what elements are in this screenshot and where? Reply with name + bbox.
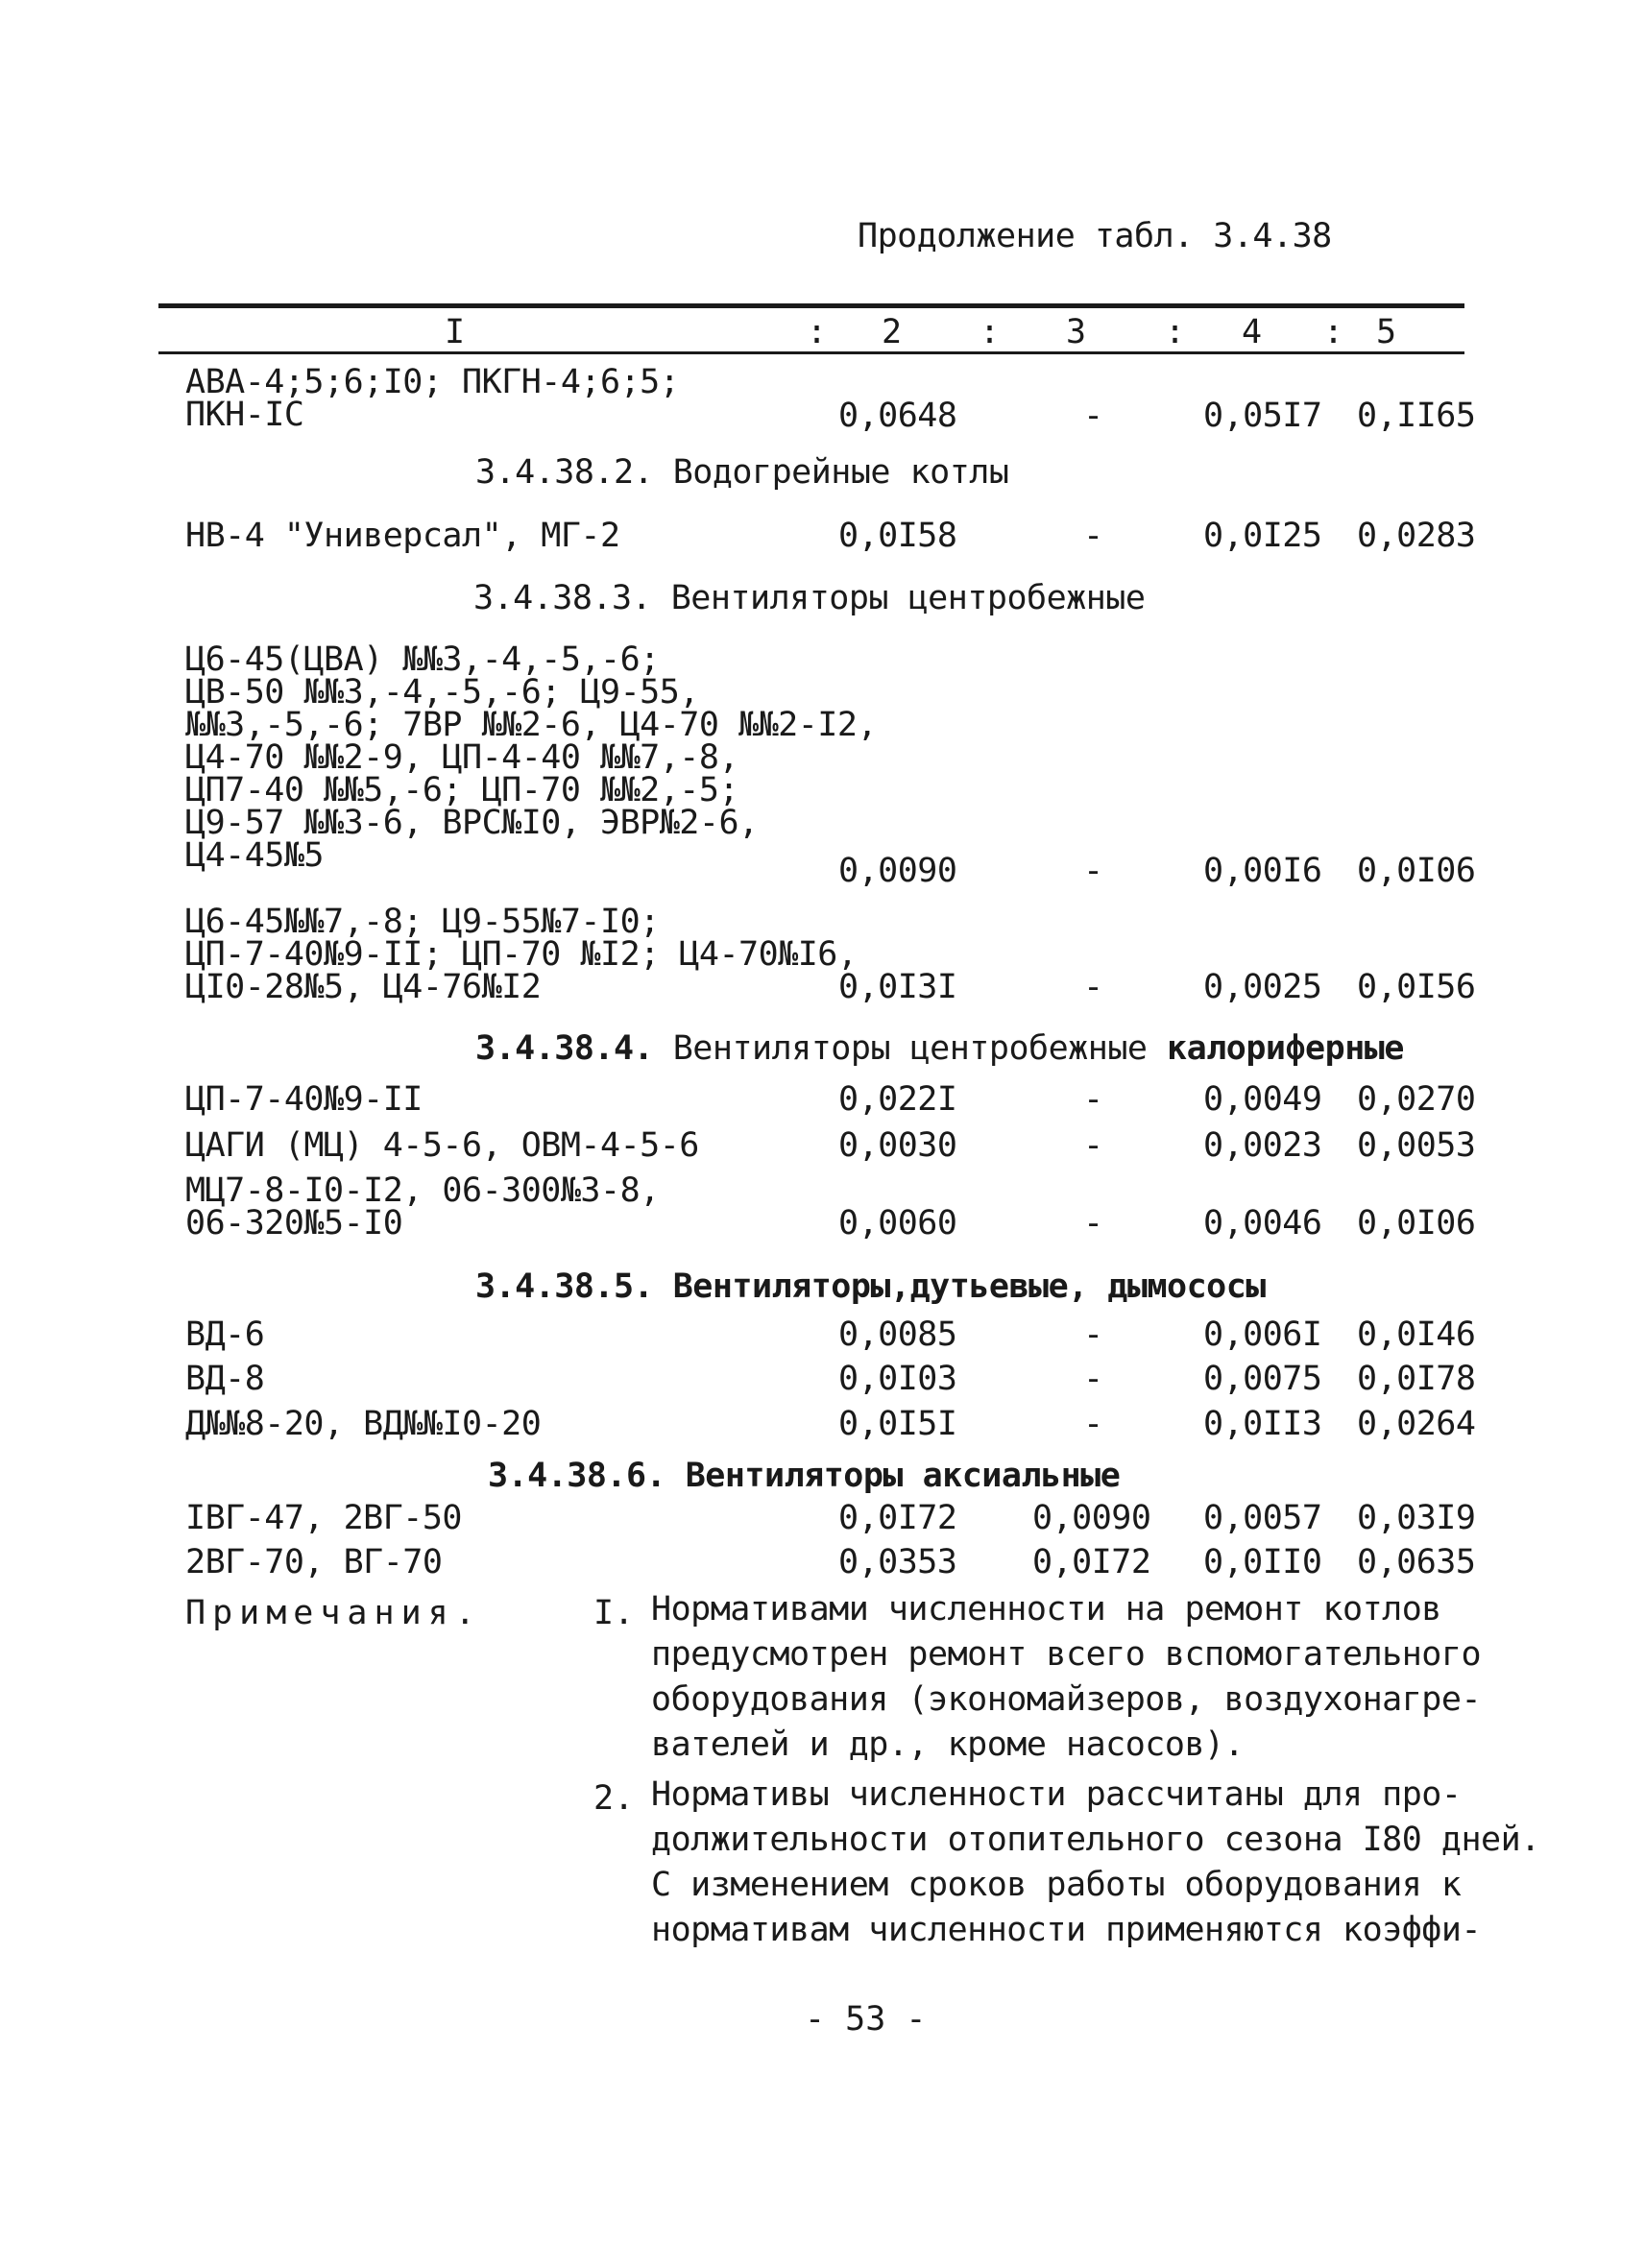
section-heading-heater-fans (475, 1029, 1404, 1068)
row-value-col5: 0,0I06 (1357, 1204, 1476, 1243)
row-value-col3: - (1083, 1126, 1103, 1165)
row-equipment-name: Д№№8-20, ВД№№I0-20 (185, 1405, 542, 1443)
row-value-col5: 0,0I46 (1357, 1315, 1476, 1354)
notes-label: Примечания. (185, 1594, 482, 1632)
column-header-5: 5 (1376, 313, 1397, 351)
row-value-col3: 0,0I72 (1032, 1543, 1151, 1581)
section-heading-boilers: 3.4.38.2. Водогрейные котлы (475, 453, 1009, 492)
row-equipment-name: ВД-6 (185, 1315, 265, 1354)
row-value-col4: 0,0I25 (1203, 517, 1322, 555)
row-value-col5: 0,0053 (1357, 1126, 1476, 1165)
row-value-col3: - (1083, 968, 1103, 1006)
table-caption: Продолжение табл. 3.4.38 (858, 217, 1332, 255)
row-value-col3: - (1083, 1405, 1103, 1443)
row-value-col4: 0,0075 (1203, 1360, 1322, 1398)
row-value-col5: 0,03I9 (1357, 1499, 1476, 1537)
row-value-col5: 0,0264 (1357, 1405, 1476, 1443)
row-value-col4: 0,0II3 (1203, 1405, 1322, 1443)
column-separator: : (807, 313, 828, 351)
row-value-col3: - (1083, 1360, 1103, 1398)
note-number-1: I. (593, 1594, 635, 1632)
row-value-col2: 0,0I03 (838, 1360, 957, 1398)
row-value-col2: 0,0I5I (838, 1405, 957, 1443)
note-text-1: Нормативами численности на ремонт котлов предусмотрен ремонт всего вспомогательного оборудования (экономайзеров, воздухонагре- вателей и др., кроме насосов). (651, 1590, 1482, 1764)
row-equipment-name: ЦП-7-40№9-II (185, 1080, 423, 1119)
section-title-bold: калориферные (1167, 1029, 1404, 1068)
row-equipment-name: АВА-4;5;6;I0; ПКГН-4;6;5; ПКН-IС (185, 363, 680, 434)
row-value-col3: - (1083, 852, 1103, 890)
row-equipment-name: Ц6-45№№7,-8; Ц9-55№7-I0; ЦП-7-40№9-II; ЦП-70 №I2; Ц4-70№I6, ЦI0-28№5, Ц4-76№I2 (185, 903, 858, 1006)
table-top-rule (158, 303, 1464, 308)
row-value-col4: 0,0023 (1203, 1126, 1322, 1165)
column-header-2: 2 (882, 313, 903, 351)
row-value-col5: 0,II65 (1357, 397, 1476, 435)
page-number: - 53 - (805, 2000, 927, 2039)
row-value-col2: 0,0090 (838, 852, 957, 890)
row-value-col4: 0,0049 (1203, 1080, 1322, 1119)
row-value-col4: 0,05I7 (1203, 397, 1322, 435)
row-value-col2: 0,022I (838, 1080, 957, 1119)
column-header-4: 4 (1242, 313, 1263, 351)
row-equipment-name: МЦ7-8-I0-I2, 06-300№3-8, 06-320№5-I0 (185, 1171, 660, 1243)
section-number: 3.4.38.4. (475, 1029, 654, 1068)
row-equipment-name: НВ-4 "Универсал", МГ-2 (185, 517, 620, 555)
row-value-col4: 0,00I6 (1203, 852, 1322, 890)
row-value-col4: 0,006I (1203, 1315, 1322, 1354)
row-equipment-name: ВД-8 (185, 1360, 265, 1398)
row-value-col2: 0,0030 (838, 1126, 957, 1165)
row-value-col4: 0,0II0 (1203, 1543, 1322, 1581)
column-separator: : (1323, 313, 1344, 351)
row-value-col5: 0,0I56 (1357, 968, 1476, 1006)
row-value-col5: 0,0270 (1357, 1080, 1476, 1119)
note-text-2: Нормативы численности рассчитаны для про- должительности отопительного сезона I80 дней. С изменением сроков работы оборудования к нормативам численности применяются коэффи- (651, 1775, 1540, 1949)
column-header-1: I (445, 313, 466, 351)
section-heading-centrifugal-fans: 3.4.38.3. Вентиляторы центробежные (473, 579, 1146, 617)
row-value-col4: 0,0057 (1203, 1499, 1322, 1537)
row-value-col3: - (1083, 1315, 1103, 1354)
section-title: Вентиляторы центробежные (672, 1029, 1148, 1068)
column-header-3: 3 (1066, 313, 1087, 351)
row-value-col5: 0,0283 (1357, 517, 1476, 555)
note-number-2: 2. (593, 1779, 635, 1818)
column-separator: : (1165, 313, 1186, 351)
row-value-col5: 0,0635 (1357, 1543, 1476, 1581)
column-separator: : (980, 313, 1001, 351)
row-equipment-name: 2ВГ-70, ВГ-70 (185, 1543, 443, 1581)
row-equipment-name: Ц6-45(ЦВА) №№3,-4,-5,-6; ЦВ-50 №№3,-4,-5,-6; Ц9-55, №№3,-5,-6; 7ВР №№2-6, Ц4-70 №№2-I2, Ц4-70 №№2-9, ЦП-4-40 №№7,-8, ЦП7-40 №№5,-6; ЦП-70 №№2,-5; Ц9-57 №№3-6, ВРС№I0, ЭВР№2-6, Ц4-45№5 (185, 640, 878, 875)
row-value-col3: 0,0090 (1032, 1499, 1151, 1537)
row-value-col4: 0,0025 (1203, 968, 1322, 1006)
row-value-col2: 0,0I72 (838, 1499, 957, 1537)
row-value-col5: 0,0I78 (1357, 1360, 1476, 1398)
section-heading-blowers: 3.4.38.5. Вентиляторы,дутьевые, дымососы (475, 1267, 1266, 1306)
row-equipment-name: ЦАГИ (МЦ) 4-5-6, ОВМ-4-5-6 (185, 1126, 699, 1165)
row-value-col2: 0,0I58 (838, 517, 957, 555)
row-value-col3: - (1083, 1080, 1103, 1119)
row-value-col2: 0,0085 (838, 1315, 957, 1354)
row-value-col3: - (1083, 397, 1103, 435)
row-value-col2: 0,0353 (838, 1543, 957, 1581)
row-value-col2: 0,0I3I (838, 968, 957, 1006)
row-value-col3: - (1083, 1204, 1103, 1243)
row-value-col5: 0,0I06 (1357, 852, 1476, 890)
table-header-rule (158, 351, 1464, 354)
section-heading-axial-fans: 3.4.38.6. Вентиляторы аксиальные (488, 1457, 1121, 1495)
row-value-col2: 0,0648 (838, 397, 957, 435)
row-value-col3: - (1083, 517, 1103, 555)
row-value-col2: 0,0060 (838, 1204, 957, 1243)
row-value-col4: 0,0046 (1203, 1204, 1322, 1243)
row-equipment-name: IВГ-47, 2ВГ-50 (185, 1499, 463, 1537)
